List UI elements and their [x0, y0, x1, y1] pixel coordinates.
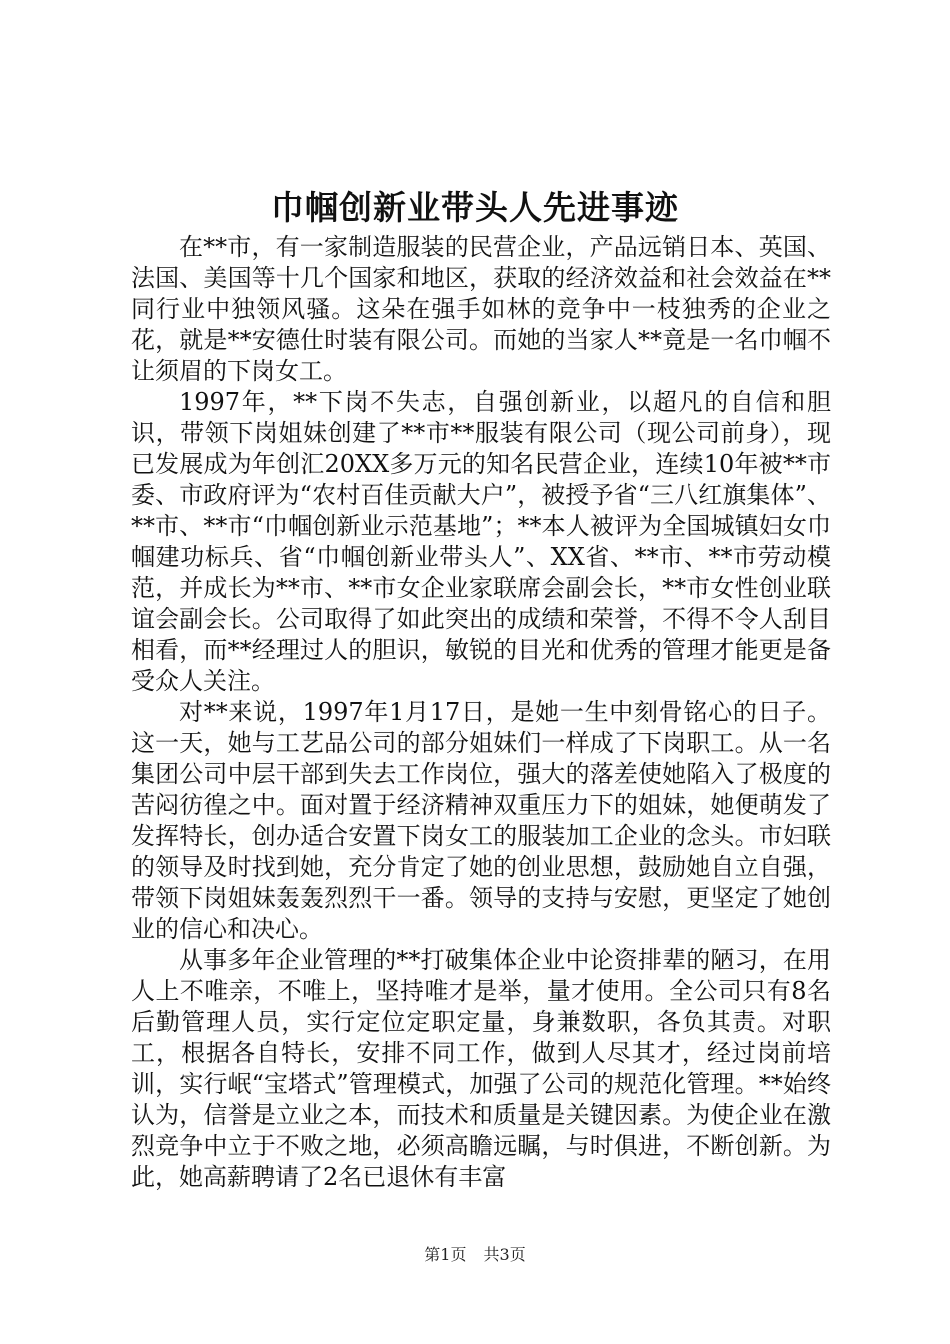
paragraph: 对**来说，1997年1月17日，是她一生中刻骨铭心的日子。这一天，她与工艺品公司的部分姐妹们一样成了下岗职工。从一名集团公司中层干部到失去工作岗位，强大的落差使她陷入了极度的苦闷彷徨之中。面对置于经济精神双重压力下的姐妹，她便萌发了发挥特长，创办适合安置下岗女工的服装加工企业的念头。市妇联的领导及时找到她，充分肯定了她的创业思想，鼓励她自立自强，带领下岗姐妹轰轰烈烈干一番。领导的支持与安慰，更坚定了她创业的信心和决心。: [131, 698, 831, 943]
paragraph: 在**市，有一家制造服装的民营企业，产品远销日本、英国、法国、美国等十几个国家和地区，获取的经济效益和社会效益在**同行业中独领风骚。这朵在强手如林的竞争中一枝独秀的企业之花，就是**安德仕时装有限公司。而她的当家人**竟是一名巾帼不让须眉的下岗女工。: [131, 233, 831, 385]
document-title: 巾帼创新业带头人先进事迹: [271, 188, 679, 227]
page-number: 第1页: [424, 1245, 467, 1264]
page-total: 共3页: [483, 1245, 526, 1264]
paragraph: 从事多年企业管理的**打破集体企业中论资排辈的陋习，在用人上不唯亲，不唯上，坚持唯才是举，量才使用。全公司只有8名后勤管理人员，实行定位定职定量，身兼数职，各负其责。对职工，根据各自特长，安排不同工作，做到人尽其才，经过岗前培训，实行岷“宝塔式”管理模式，加强了公司的规范化管理。**始终认为，信誉是立业之本，而技术和质量是关键因素。为使企业在激烈竞争中立于不败之地，必须高瞻远瞩，与时俱进，不断创新。为此，她高薪聘请了2名已退休有丰富: [131, 946, 831, 1191]
page-footer: [0, 1245, 950, 1265]
document-body: [131, 232, 831, 1193]
paragraph: 1997年，**下岗不失志，自强创新业，以超凡的自信和胆识，带领下岗姐妹创建了**市**服装有限公司（现公司前身），现已发展成为年创汇20XX多万元的知名民营企业，连续10年被**市委、市政府评为“农村百佳贡献大户”，被授予省“三八红旗集体”、**市、**市“巾帼创新业示范基地”；**本人被评为全国城镇妇女巾帼建功标兵、省“巾帼创新业带头人”、XX省、**市、**市劳动模范，并成长为**市、**市女企业家联席会副会长，**市女性创业联谊会副会长。公司取得了如此突出的成绩和荣誉，不得不令人刮目相看，而**经理过人的胆识，敏锐的目光和优秀的管理才能更是备受众人关注。: [131, 388, 831, 695]
